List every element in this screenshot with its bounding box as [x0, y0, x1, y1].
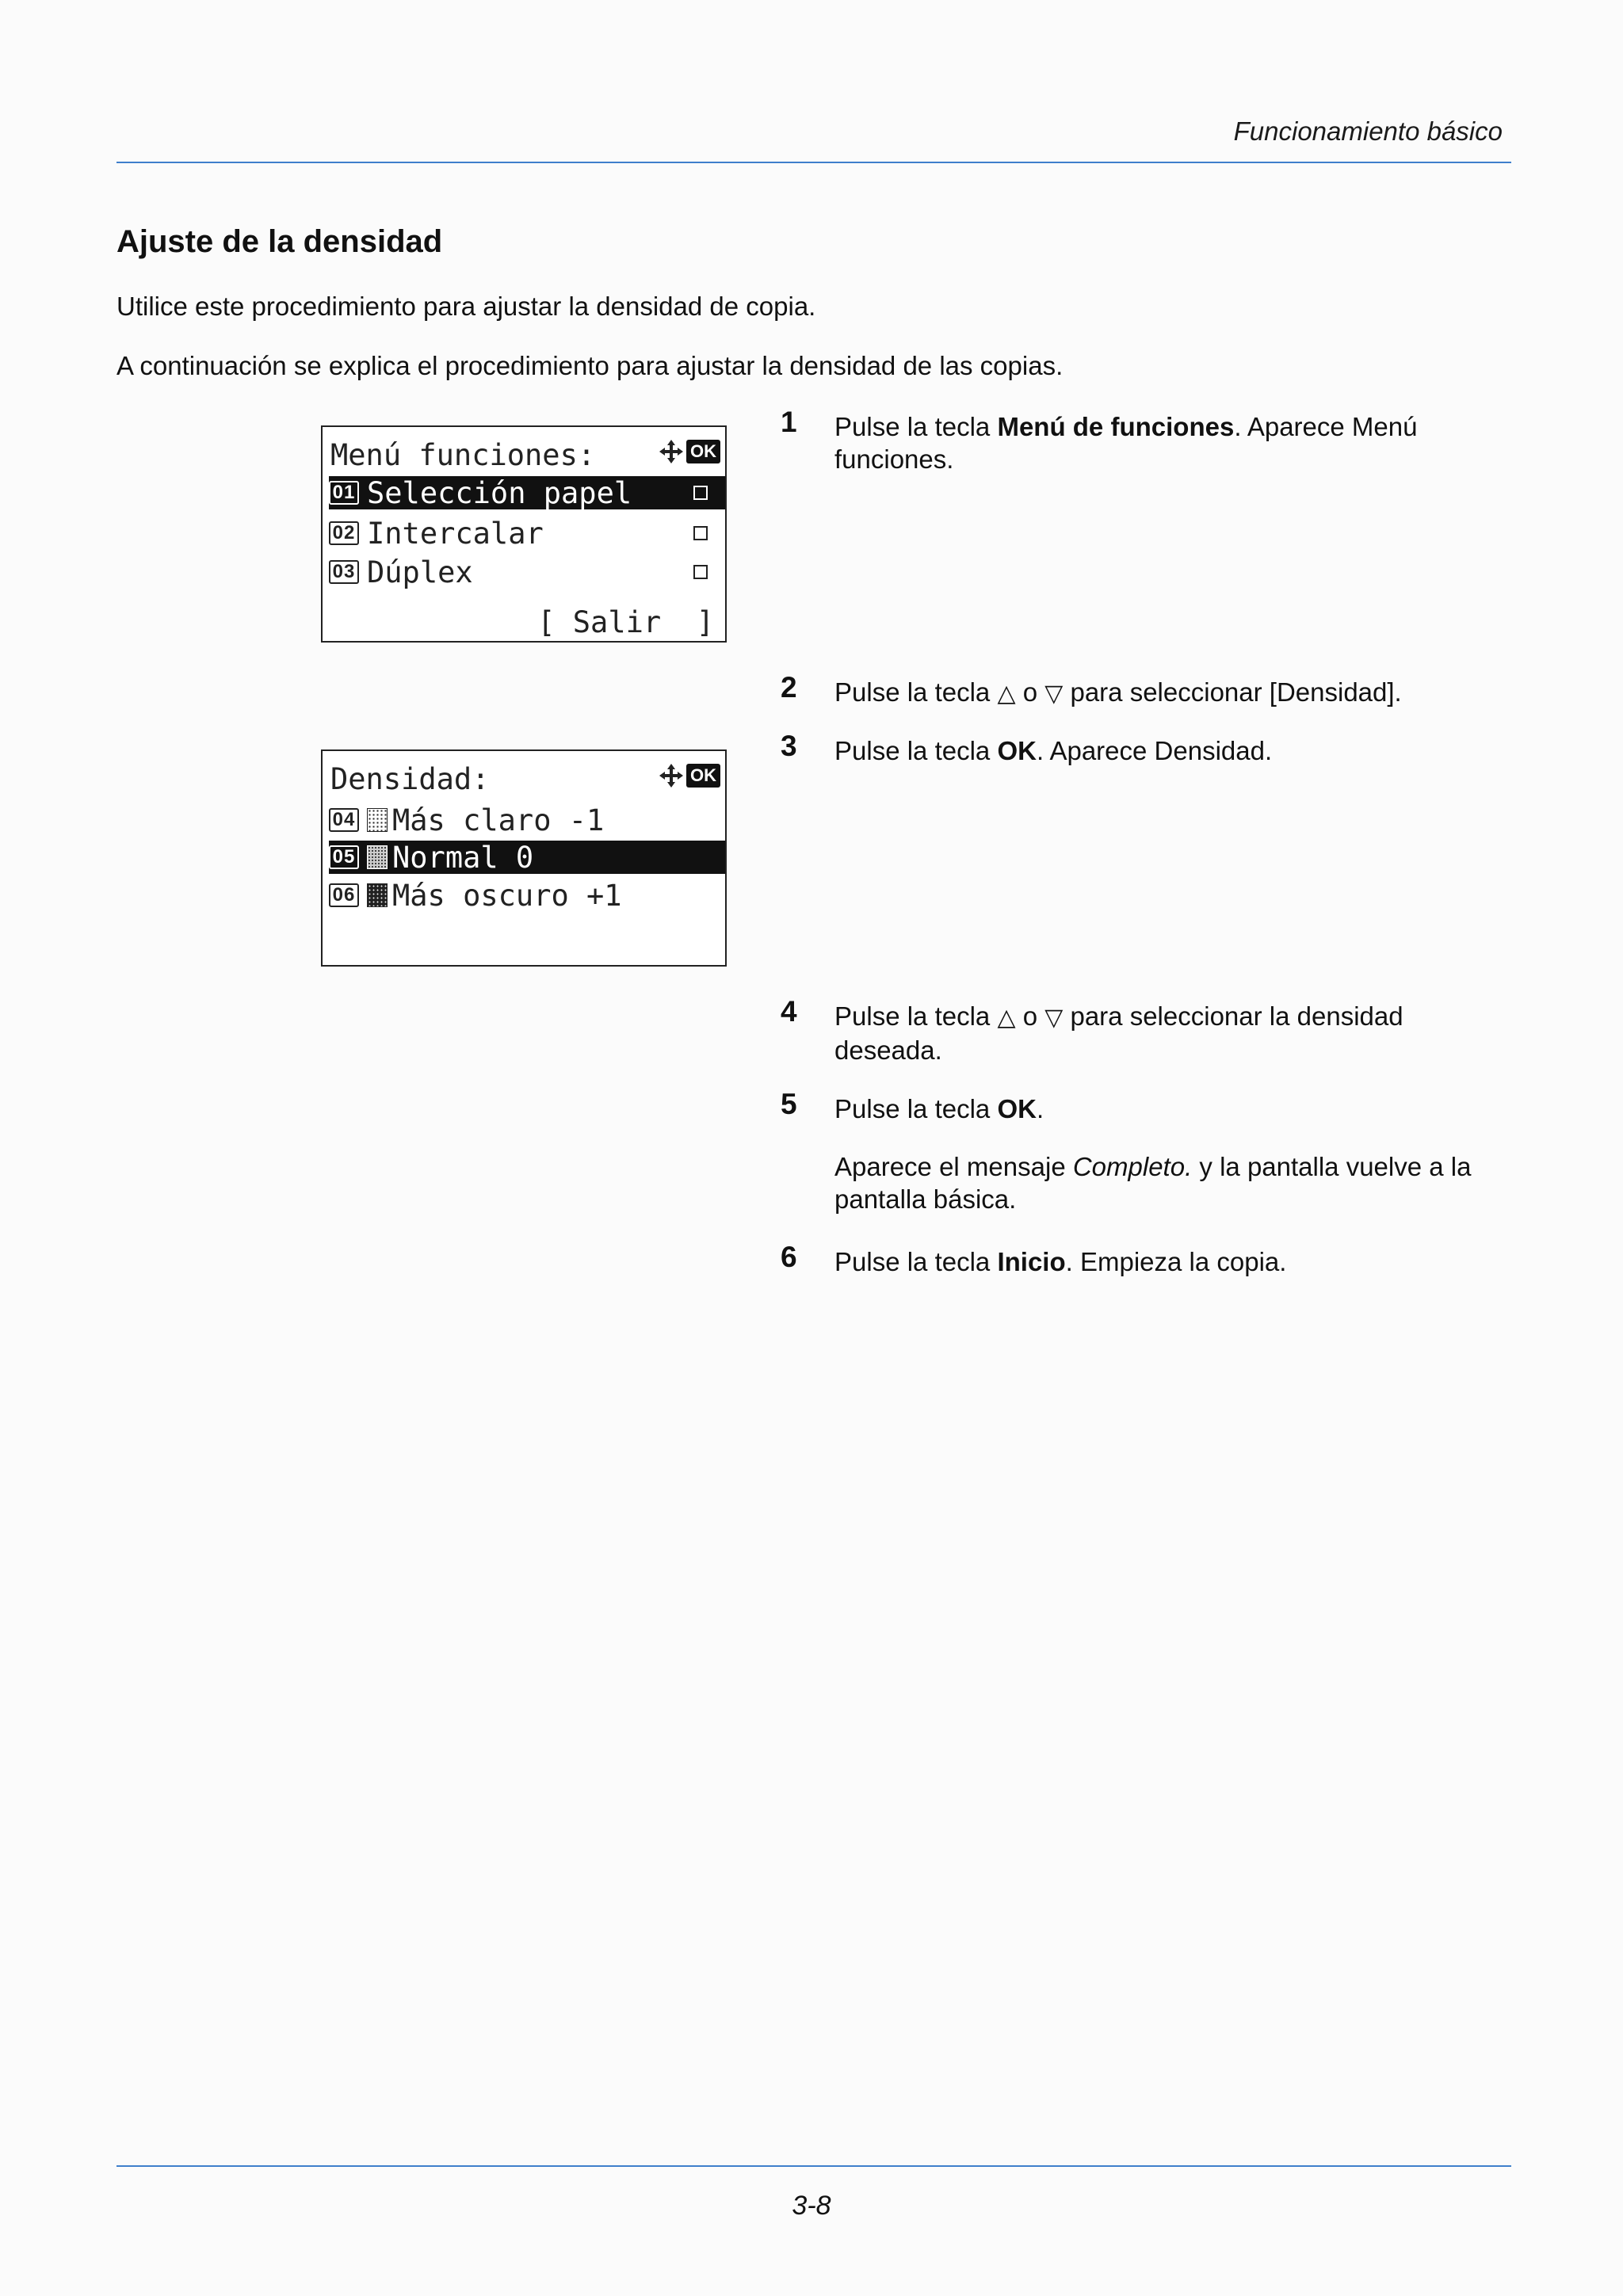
checkbox-icon [693, 526, 708, 540]
ok-icon: OK [686, 440, 720, 463]
lcd-item-label: Más oscuro +1 [392, 878, 622, 913]
step-text: Pulse la tecla Inicio. Empieza la copia. [834, 1247, 1287, 1276]
step-number: 4 [781, 995, 797, 1028]
section-heading: Ajuste de la densidad [116, 224, 443, 259]
four-way-arrow-icon [658, 438, 685, 465]
lcd-item-label: Normal 0 [392, 840, 534, 875]
lcd-item-label: Más claro -1 [392, 803, 605, 837]
four-way-arrow-icon [658, 762, 685, 789]
step-text: Pulse la tecla △ o ▽ para seleccionar la densidad deseada. [834, 1001, 1403, 1065]
lcd-density-item [329, 879, 725, 912]
item-number-badge: 06 [329, 883, 359, 907]
lcd-item-label: Intercalar [367, 516, 544, 551]
intro-paragraph-2: A continuación se explica el procedimiento para ajustar la densidad de las copias. [116, 351, 1064, 380]
note-message: Completo. [1072, 1152, 1193, 1181]
step-text: Pulse la tecla △ o ▽ para seleccionar [Densidad]. [834, 677, 1402, 707]
step-text: Pulse la tecla OK. [834, 1094, 1044, 1123]
running-header: Funcionamiento básico [1233, 116, 1503, 146]
key-name: OK [997, 736, 1037, 765]
ok-icon: OK [686, 764, 720, 788]
key-name: Menú de funciones [997, 412, 1235, 441]
header-rule [116, 162, 1511, 163]
step-number: 2 [781, 671, 797, 704]
item-number-badge: 01 [329, 481, 359, 505]
item-number-badge: 03 [329, 560, 359, 584]
note-text: Aparece el mensaje [834, 1152, 1073, 1181]
lcd-item-label: Selección papel [367, 475, 632, 510]
lcd-density-item [329, 841, 725, 874]
step-text: Pulse la tecla Menú de funciones. Aparece Menú funciones. [834, 412, 1418, 474]
up-triangle-icon: △ [997, 680, 1016, 707]
down-triangle-icon: ▽ [1044, 680, 1064, 707]
page-number: 3-8 [792, 2191, 831, 2221]
checkbox-icon [693, 565, 708, 579]
density-pattern-icon [367, 845, 388, 869]
lcd-title: Densidad: [330, 762, 490, 796]
lcd-menu-item [329, 517, 725, 550]
step-text: Pulse la tecla OK. Aparece Densidad. [834, 736, 1273, 765]
lcd-exit-option: [ Salir ] [537, 605, 714, 639]
step-5-note [834, 1150, 1508, 1215]
lcd-density-item [329, 803, 725, 837]
key-name: OK [997, 1094, 1037, 1123]
down-triangle-icon: ▽ [1044, 1004, 1064, 1032]
lcd-function-menu [321, 425, 727, 643]
note-text: y la pantalla vuelve a la pantalla básica. [834, 1152, 1472, 1214]
item-number-badge: 02 [329, 521, 359, 545]
item-number-badge: 04 [329, 808, 359, 832]
lcd-item-label: Dúplex [367, 555, 473, 589]
step-number: 3 [781, 730, 797, 762]
step-number: 5 [781, 1088, 797, 1120]
up-triangle-icon: △ [997, 1004, 1016, 1032]
lcd-menu-item [329, 476, 725, 509]
footer-rule [116, 2165, 1511, 2167]
density-pattern-icon [367, 883, 388, 907]
step-number: 6 [781, 1241, 797, 1273]
density-pattern-icon [367, 808, 388, 832]
item-number-badge: 05 [329, 845, 359, 869]
key-name: Inicio [997, 1247, 1066, 1276]
nav-ok-indicator [658, 438, 720, 465]
lcd-menu-item [329, 555, 725, 589]
step-number: 1 [781, 406, 797, 438]
lcd-title: Menú funciones: [330, 438, 596, 472]
checkbox-icon [693, 486, 708, 500]
intro-paragraph-1: Utilice este procedimiento para ajustar la densidad de copia. [116, 292, 816, 321]
nav-ok-indicator [658, 762, 720, 789]
lcd-density-menu [321, 749, 727, 967]
